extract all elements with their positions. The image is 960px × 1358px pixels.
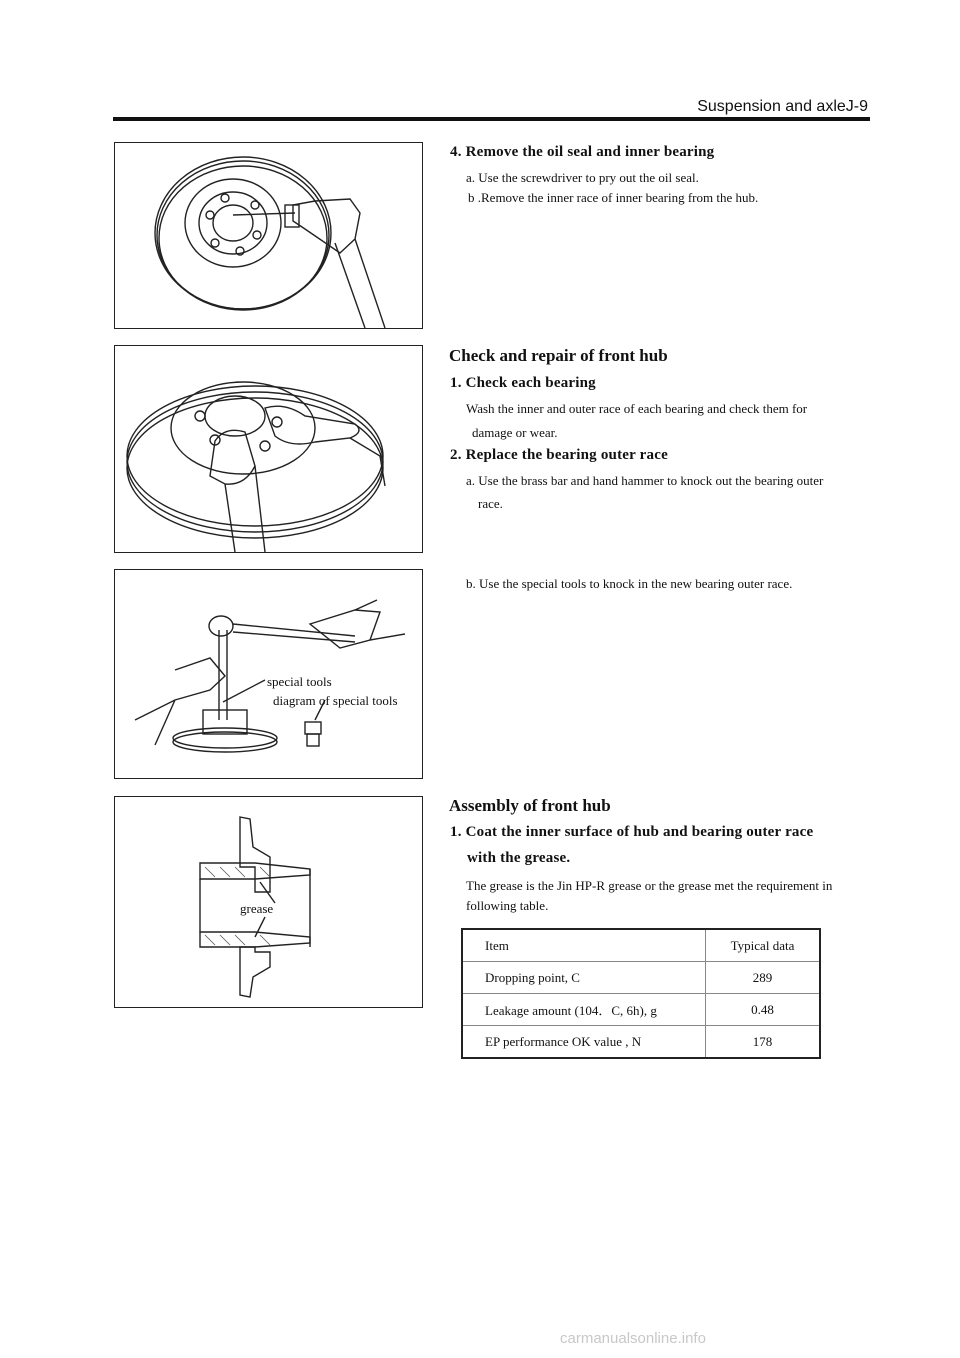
step-line-a: a. Use the screwdriver to pry out the oil seal.: [466, 170, 699, 185]
step-title-coat-line2: with the grease.: [467, 850, 571, 866]
section-title-check-repair: Check and repair of front hub: [449, 346, 668, 365]
table-cell-item: Leakage amount (104．C, 6h), g: [462, 994, 706, 1026]
section-title-assembly: Assembly of front hub: [449, 796, 611, 815]
figure-special-tools: [114, 569, 423, 779]
watermark: carmanualsonline.info: [560, 1330, 706, 1347]
table-header-row: [462, 929, 820, 962]
table-cell-value: 289: [706, 962, 821, 994]
step-title-remove-oil-seal: 4. Remove the oil seal and inner bearing: [450, 144, 715, 160]
table-header-typical: Typical data: [706, 929, 821, 962]
table-row: [462, 1026, 820, 1059]
step-title-check-bearing: 1. Check each bearing: [450, 375, 596, 391]
table-row: [462, 962, 820, 994]
step-title-coat-line1: 1. Coat the inner surface of hub and bearing outer race: [450, 824, 814, 840]
replace-line-a: a. Use the brass bar and hand hammer to knock out the bearing outer: [466, 473, 824, 488]
check-line-2: damage or wear.: [472, 425, 558, 440]
table-cell-item: EP performance OK value , N: [485, 1033, 642, 1049]
table-header-item: Item: [462, 929, 706, 962]
grease-line-1: The grease is the Jin HP-R grease or the grease met the requirement in: [466, 878, 833, 893]
label-diagram-special-tools: diagram of special tools: [273, 693, 398, 708]
table-cell-value: 0.48: [706, 994, 821, 1026]
table-cell-value: 178: [706, 1026, 821, 1059]
table-cell-item: Dropping point, C: [462, 962, 706, 994]
label-grease: grease: [240, 901, 274, 916]
table-row: [462, 994, 820, 1026]
check-line-1: Wash the inner and outer race of each bearing and check them for: [466, 401, 808, 416]
grease-spec-table: [461, 928, 821, 1059]
grease-line-2: following table.: [466, 898, 549, 913]
step-line-b: b .Remove the inner race of inner bearing from the hub.: [468, 190, 759, 205]
step-title-replace-outer-race: 2. Replace the bearing outer race: [450, 447, 668, 463]
figure-check-bearing: [114, 345, 423, 553]
figure-remove-oil-seal: [114, 142, 423, 329]
figure-grease-section: [114, 796, 423, 1008]
label-special-tools: special tools: [267, 674, 332, 689]
header-rule: [113, 117, 870, 121]
page-header: Suspension and axleJ-9: [697, 98, 868, 115]
special-tools-line: b. Use the special tools to knock in the new bearing outer race.: [466, 576, 793, 591]
replace-line-a-cont: race.: [478, 496, 503, 511]
